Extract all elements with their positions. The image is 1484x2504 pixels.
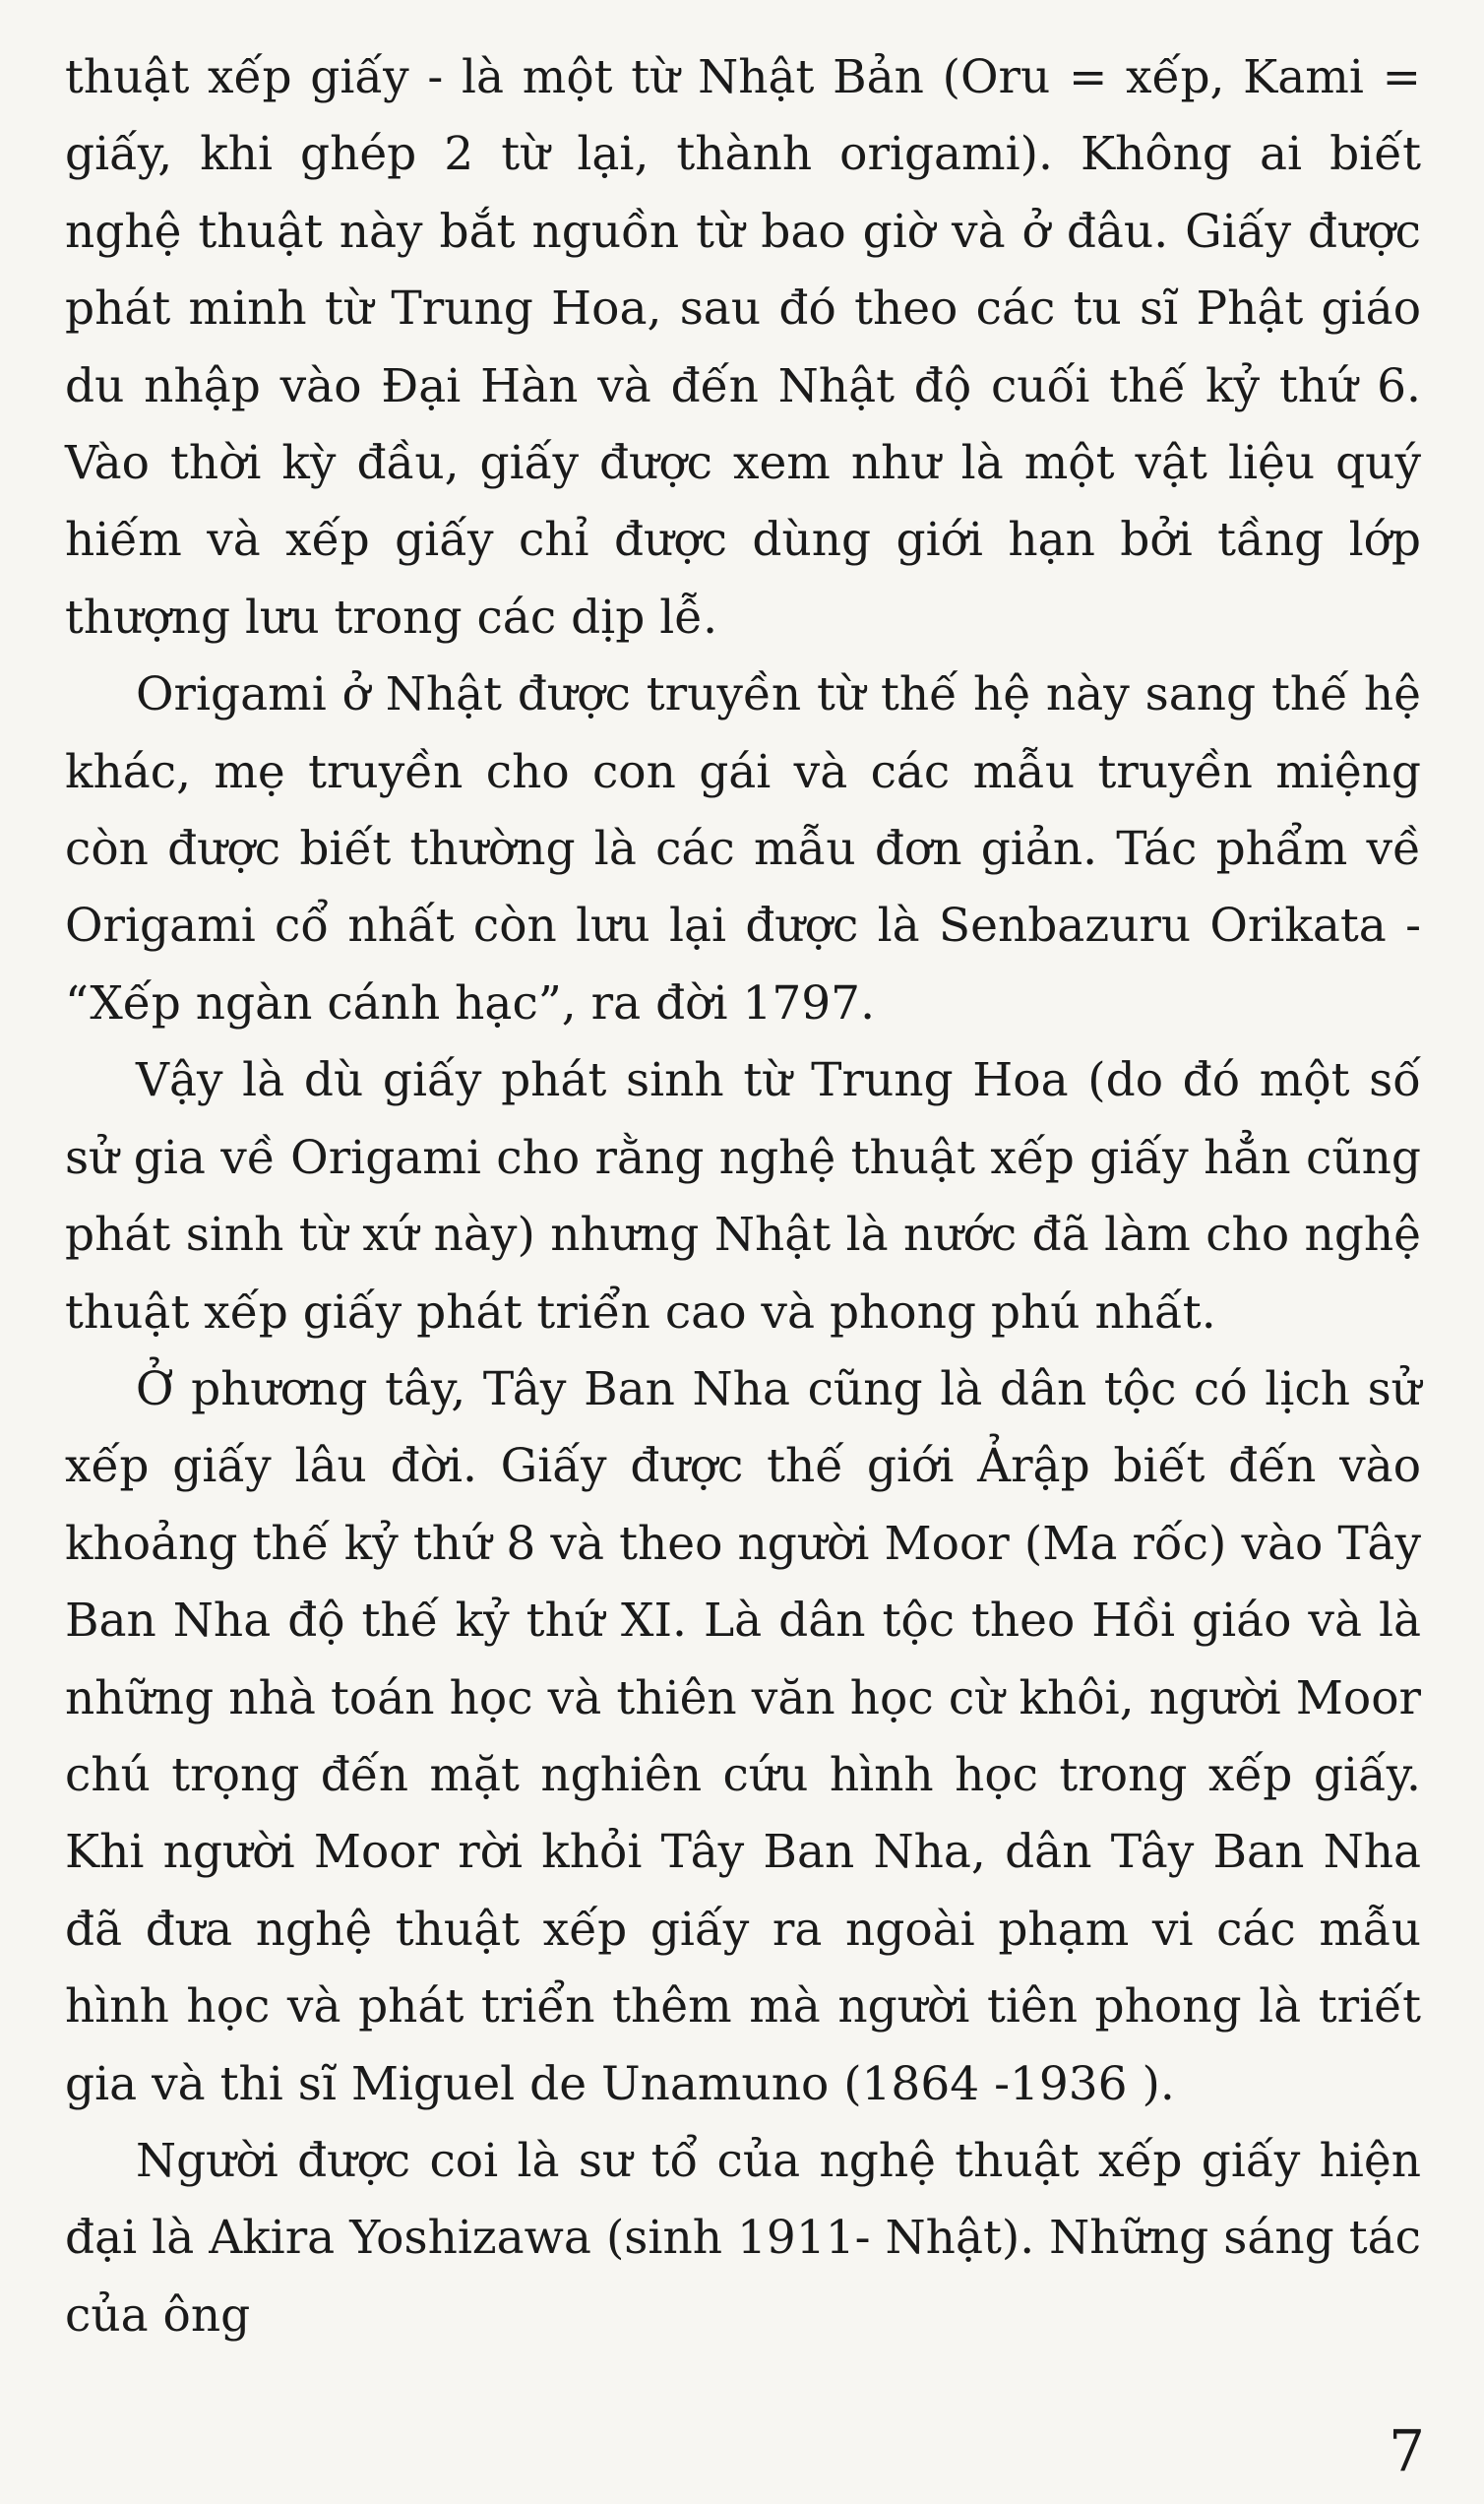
page-number: 7 bbox=[1389, 2417, 1425, 2484]
paragraph-paper-origin: Vậy là dù giấy phát sinh từ Trung Hoa (do đó một số sử gia về Origami cho rằng nghệ thuật xếp giấy hẳn cũng phát sinh từ xứ này) nhưng Nhật là nước đã làm cho nghệ thuật xếp giấy phát triển cao và phong phú nhất. bbox=[65, 1053, 1421, 1340]
paragraph-yoshizawa: Người được coi là sư tổ của nghệ thuật xếp giấy hiện đại là Akira Yoshizawa (sinh 1911- Nhật). Những sáng tác của ông bbox=[65, 2133, 1421, 2343]
paragraph-spain-history: Ở phương tây, Tây Ban Nha cũng là dân tộc có lịch sử xếp giấy lâu đời. Giấy được thế giới Ảrập biết đến vào khoảng thế kỷ thứ 8 và theo người Moor (Ma rốc) vào Tây Ban Nha độ thế kỷ thứ XI. Là dân tộc theo Hồi giáo và là những nhà toán học và thiên văn học cừ khôi, người Moor chú trọng đến mặt nghiên cứu hình học trong xếp giấy. Khi người Moor rời khỏi Tây Ban Nha, dân Tây Ban Nha đã đưa nghệ thuật xếp giấy ra ngoài phạm vi các mẫu hình học và phát triển thêm mà người tiên phong là triết gia và thi sĩ Miguel de Unamuno (1864 -1936 ). bbox=[65, 1361, 1421, 2111]
paragraph-origami-japan: Origami ở Nhật được truyền từ thế hệ này sang thế hệ khác, mẹ truyền cho con gái và các mẫu truyền miệng còn được biết thường là các mẫu đơn giản. Tác phẩm về Origami cổ nhất còn lưu lại được là Senbazuru Orikata - “Xếp ngàn cánh hạc”, ra đời 1797. bbox=[65, 667, 1421, 1031]
paragraph-origami-etymology: thuật xếp giấy - là một từ Nhật Bản (Oru = xếp, Kami = giấy, khi ghép 2 từ lại, thành origami). Không ai biết nghệ thuật này bắt nguồn từ bao giờ và ở đâu. Giấy được phát minh từ Trung Hoa, sau đó theo các tu sĩ Phật giáo du nhập vào Đại Hàn và đến Nhật độ cuối thế kỷ thứ 6. Vào thời kỳ đầu, giấy được xem như là một vật liệu quý hiếm và xếp giấy chỉ được dùng giới hạn bởi tầng lớp thượng lưu trong các dịp lễ. bbox=[65, 50, 1421, 645]
body-text bbox=[65, 39, 1421, 2354]
